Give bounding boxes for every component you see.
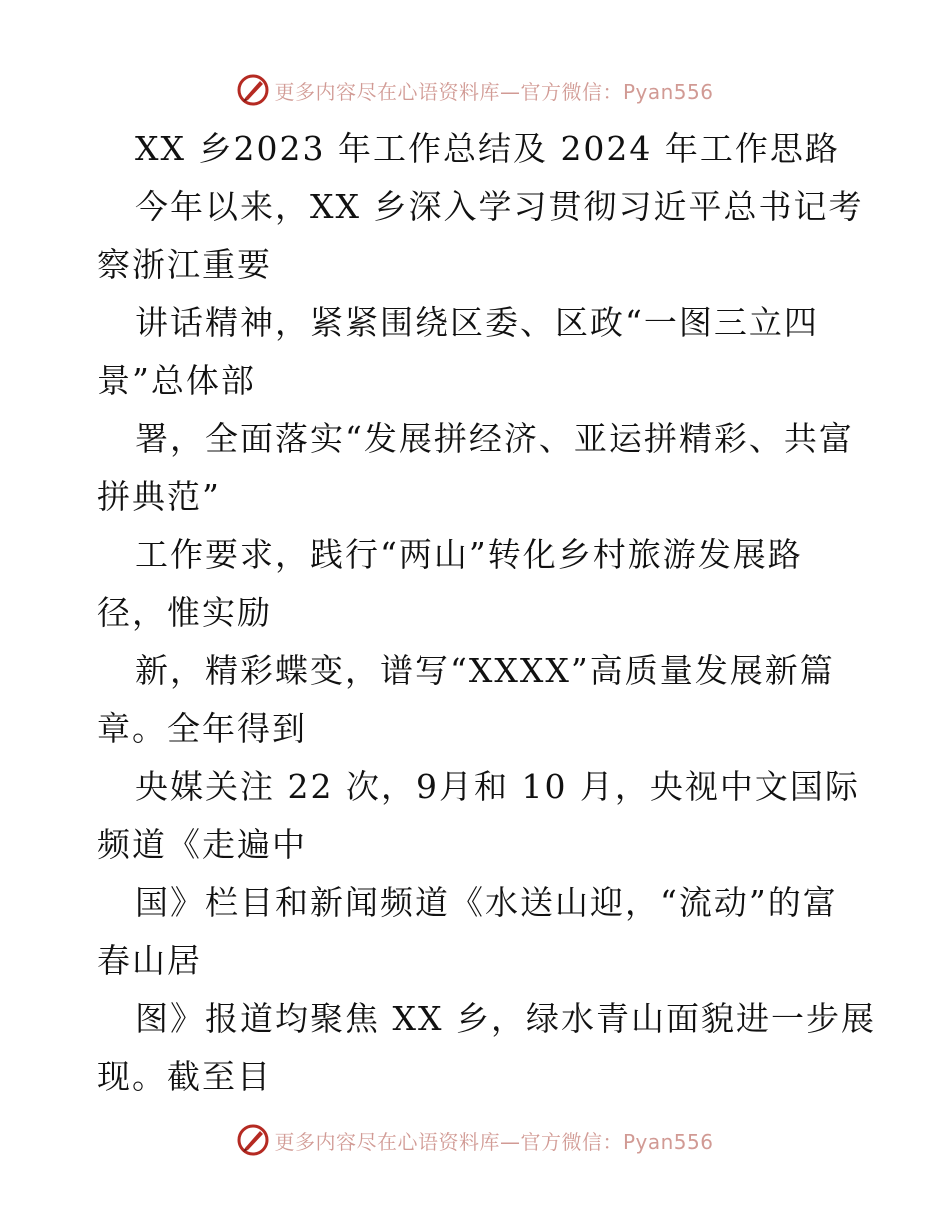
- document-line: 景”总体部: [97, 361, 256, 400]
- footer-banner-text: 更多内容尽在心语资料库—官方微信：Pyan556: [274, 1129, 714, 1154]
- quill-pen-circle-icon: [236, 73, 270, 107]
- quill-pen-circle-icon: [236, 1123, 270, 1157]
- document-line: 新，精彩蝶变，谱写“XXXX”高质量发展新篇: [135, 651, 835, 690]
- document-line: 图》报道均聚焦 XX 乡，绿水青山面貌进一步展: [135, 999, 876, 1038]
- document-line: 察浙江重要: [97, 245, 272, 284]
- document-line: 央媒关注 22 次，9月和 10 月，央视中文国际: [135, 767, 860, 806]
- document-line: 国》栏目和新闻频道《水送山迎，“流动”的富: [135, 883, 838, 922]
- document-line: 春山居: [97, 941, 202, 980]
- document-line: 径，惟实励: [97, 593, 272, 632]
- document-line: 章。全年得到: [97, 709, 307, 748]
- footer-watermark-banner: [0, 1118, 950, 1162]
- document-title: XX 乡2023 年工作总结及 2024 年工作思路: [135, 129, 840, 168]
- document-line: 署，全面落实“发展拼经济、亚运拼精彩、共富: [135, 419, 854, 458]
- document-line: 工作要求，践行“两山”转化乡村旅游发展路: [135, 535, 803, 574]
- document-line: 频道《走遍中: [97, 825, 307, 864]
- document-body: [97, 120, 876, 1106]
- header-watermark-banner: [0, 68, 950, 112]
- document-line: 现。截至目: [97, 1057, 272, 1096]
- header-banner-text: 更多内容尽在心语资料库—官方微信：Pyan556: [274, 79, 714, 104]
- document-line: 今年以来，XX 乡深入学习贯彻习近平总书记考: [135, 187, 864, 226]
- document-line: 拼典范”: [97, 477, 221, 516]
- document-line: 讲话精神，紧紧围绕区委、区政“一图三立四: [135, 303, 819, 342]
